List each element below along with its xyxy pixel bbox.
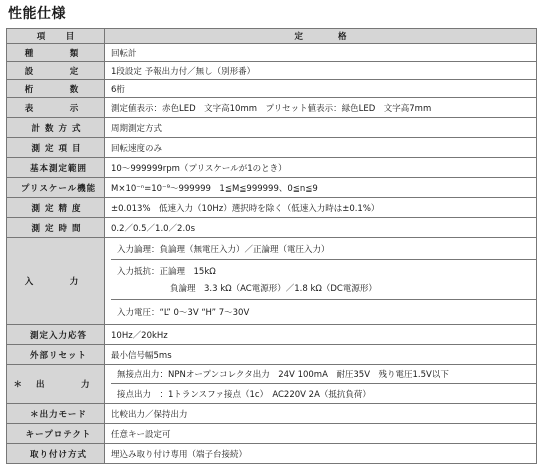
- input-resistance-negative: 負論理 3.3 kΩ（AC電源形）／1.8 kΩ（DC電源形）: [170, 284, 377, 294]
- row-label: 入 力: [7, 238, 105, 325]
- row-value: 10～999999rpm（プリスケールが1のとき）: [105, 158, 537, 178]
- table-row: [7, 98, 537, 118]
- table-row: [7, 218, 537, 238]
- row-label: 種 類: [7, 44, 105, 62]
- table-row-input: [7, 238, 537, 325]
- input-resistance: [111, 260, 536, 300]
- row-label: 測定時間: [7, 218, 105, 238]
- row-label: 測定項目: [7, 138, 105, 158]
- table-row: [7, 444, 537, 464]
- row-label: 設 定: [7, 62, 105, 80]
- row-label: 取り付け方式: [7, 444, 105, 464]
- table-row: [7, 345, 537, 365]
- table-row: [7, 118, 537, 138]
- row-label: 計数方式: [7, 118, 105, 138]
- row-value: M×10⁻ⁿ=10⁻⁹～999999 1≦M≦999999、0≦n≦9: [105, 178, 537, 198]
- input-detail: [105, 238, 537, 325]
- row-label: 基本測定範囲: [7, 158, 105, 178]
- row-label: 桁 数: [7, 80, 105, 98]
- row-label: 測定入力応答: [7, 325, 105, 345]
- row-value: 1段設定 予報出力付／無し（別形番）: [105, 62, 537, 80]
- table-row-output: [7, 365, 537, 404]
- output-detail: [105, 365, 537, 404]
- table-row: [7, 178, 537, 198]
- input-resistance-positive: 入力抵抗：正論理 15kΩ: [117, 267, 216, 277]
- table-row: [7, 138, 537, 158]
- input-voltage: 入力電圧：“L” 0～3V “H” 7～30V: [117, 308, 250, 318]
- row-value: ±0.013% 低速入力（10Hz）選択時を除く（低速入力時は±0.1%）: [105, 198, 537, 218]
- table-row: [7, 404, 537, 424]
- header-spec: 定 格: [105, 29, 537, 44]
- row-value: 回転速度のみ: [105, 138, 537, 158]
- output-no-contact: 無接点出力：NPNオープンコレクタ出力 24V 100mA 耐圧35V 残り電圧1.5V以下: [111, 365, 536, 384]
- row-value: 0.2／0.5／1.0／2.0s: [105, 218, 537, 238]
- table-row: [7, 198, 537, 218]
- table-row: [7, 325, 537, 345]
- table-header-row: [7, 29, 537, 44]
- table-row: [7, 44, 537, 62]
- row-label: 表 示: [7, 98, 105, 118]
- row-value: 最小信号幅5ms: [105, 345, 537, 365]
- row-value: 測定値表示：赤色LED 文字高10mm プリセット値表示：緑色LED 文字高7mm: [105, 98, 537, 118]
- header-item: 項 目: [7, 29, 105, 44]
- row-value: 比較出力／保持出力: [105, 404, 537, 424]
- output-contact: 接点出力 ：1トランスファ接点（1c） AC220V 2A（抵抗負荷）: [117, 389, 371, 400]
- row-label: ＊出力モード: [7, 404, 105, 424]
- row-value: 回転計: [105, 44, 537, 62]
- row-label: 測定精度: [7, 198, 105, 218]
- row-label: プリスケール機能: [7, 178, 105, 198]
- row-label: 外部リセット: [7, 345, 105, 365]
- page-title: 性能仕様: [8, 6, 66, 22]
- row-label: キープロテクト: [7, 424, 105, 444]
- spec-table: [6, 28, 537, 464]
- row-label: ＊出 力: [7, 365, 105, 404]
- table-row: [7, 62, 537, 80]
- table-row: [7, 80, 537, 98]
- row-value: 埋込み取り付け専用（端子台接続）: [105, 444, 537, 464]
- table-row: [7, 424, 537, 444]
- row-value: 任意キー設定可: [105, 424, 537, 444]
- row-value: 10Hz／20kHz: [105, 325, 537, 345]
- table-row: [7, 158, 537, 178]
- row-value: 6桁: [105, 80, 537, 98]
- input-logic: 入力論理：負論理（無電圧入力）／正論理（電圧入力）: [111, 238, 536, 260]
- row-value: 周期測定方式: [105, 118, 537, 138]
